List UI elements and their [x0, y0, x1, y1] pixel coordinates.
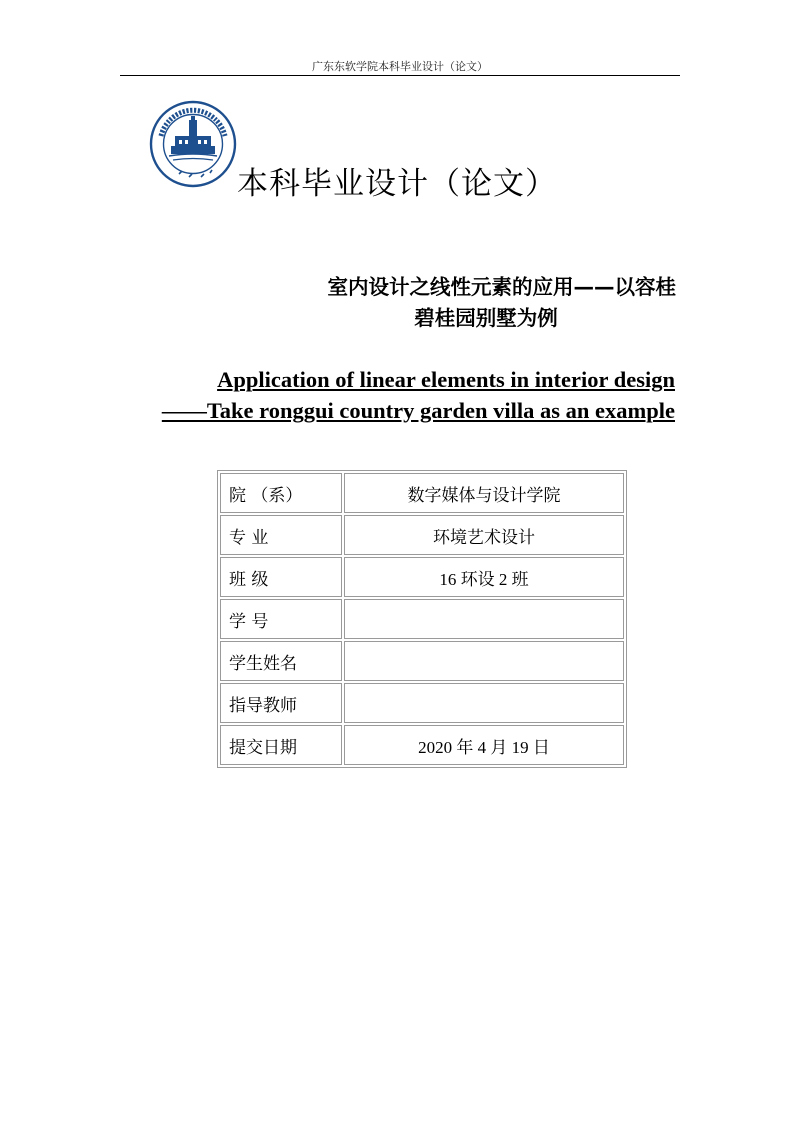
row-label-submission-date: 提交日期	[220, 725, 342, 765]
table-row	[220, 683, 624, 723]
row-value-major: 环境艺术设计	[344, 515, 624, 555]
table-row	[220, 641, 624, 681]
cn-title-line-2: 碧桂园别墅为例	[414, 306, 558, 330]
thesis-title-chinese	[200, 272, 676, 334]
row-value-department: 数字媒体与设计学院	[344, 473, 624, 513]
thesis-title-english	[120, 364, 675, 426]
table-row	[220, 599, 624, 639]
row-value-student-name	[344, 641, 624, 681]
row-label-advisor: 指导教师	[220, 683, 342, 723]
cn-title-line-1: 室内设计之线性元素的应用——以容桂	[327, 275, 676, 299]
document-main-title: 本科毕业设计（论文）	[237, 166, 557, 202]
row-label-major: 专 业	[220, 515, 342, 555]
university-seal-logo	[149, 100, 237, 188]
row-value-class: 16 环设 2 班	[344, 557, 624, 597]
page-header: 广东东软学院本科毕业设计（论文）	[312, 60, 488, 73]
table-row	[220, 557, 624, 597]
en-title-line-1: Application of linear elements in interior design	[217, 367, 675, 392]
row-label-student-id: 学 号	[220, 599, 342, 639]
table-row	[220, 473, 624, 513]
row-value-submission-date: 2020 年 4 月 19 日	[344, 725, 624, 765]
row-value-student-id	[344, 599, 624, 639]
table-row	[220, 515, 624, 555]
en-title-line-2: ——Take ronggui country garden villa as an example	[161, 398, 675, 423]
row-label-student-name: 学生姓名	[220, 641, 342, 681]
row-value-advisor	[344, 683, 624, 723]
student-info-table	[217, 470, 627, 768]
table-row	[220, 725, 624, 765]
row-label-department: 院 （系）	[220, 473, 342, 513]
header-rule	[120, 75, 680, 76]
row-label-class: 班 级	[220, 557, 342, 597]
